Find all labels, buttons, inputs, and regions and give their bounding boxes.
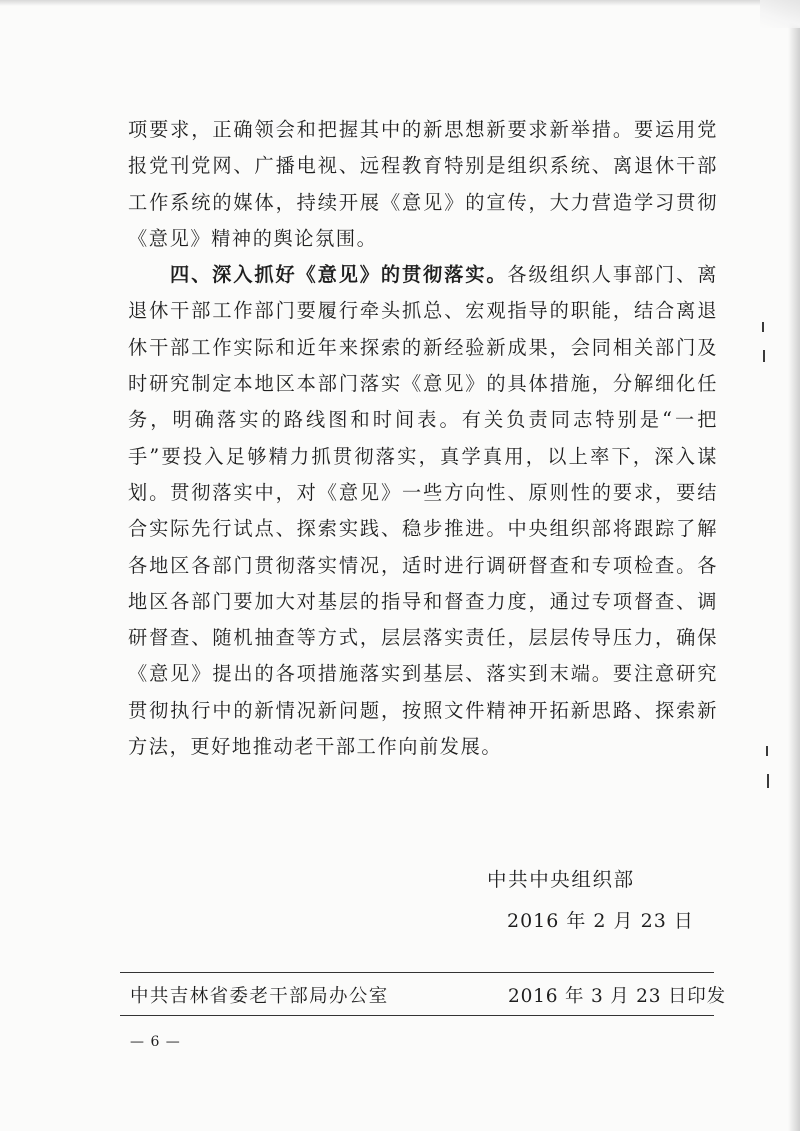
scan-edge-right xyxy=(788,0,800,1131)
scan-edge-top xyxy=(0,0,800,6)
section-heading: 四、深入抓好《意见》的贯彻落实。 xyxy=(170,263,508,287)
issuing-office: 中共吉林省委老干部局办公室 xyxy=(130,986,389,1007)
page-number: — 6 — xyxy=(130,1034,181,1050)
document-body xyxy=(128,112,718,765)
binding-mark xyxy=(767,774,769,788)
footer-rule-bottom xyxy=(120,1015,714,1016)
binding-mark xyxy=(762,322,764,332)
paragraph-section-four xyxy=(128,257,718,765)
corner-fold xyxy=(760,0,800,28)
issue-date: 2016 年 3 月 23 日印发 xyxy=(508,986,726,1007)
footer-rule-top xyxy=(120,972,714,973)
signature-organization: 中共中央组织部 xyxy=(487,868,635,891)
section-text: 各级组织人事部门、离退休干部工作部门要履行牵头抓总、宏观指导的职能，结合离退休干部工作实际和近年来探索的新经验新成果，会同相关部门及时研究制定本地区本部门落实《意见》的具体措施，分解细化任务，明确落实的路线图和时间表。有关负责同志特别是“一把手”要投入足够精力抓贯彻落实，真学真用，以上率下，深入谋划。贯彻落实中，对《意见》一些方向性、原则性的要求，要结合实际先行试点、探索实践、稳步推进。中央组织部将跟踪了解各地区各部门贯彻落实情况，适时进行调研督查和专项检查。各地区各部门要加大对基层的指导和督查力度，通过专项督查、调研督查、随机抽查等方式，层层落实责任，层层传导压力，确保《意见》提出的各项措施落实到基层、落实到末端。要注意研究贯彻执行中的新情况新问题，按照文件精神开拓新思路、探索新方法，更好地推动老干部工作向前发展。 xyxy=(128,263,719,759)
signature-date: 2016 年 2 月 23 日 xyxy=(507,910,694,932)
paragraph-continuation: 项要求，正确领会和把握其中的新思想新要求新举措。要运用党报党刊党网、广播电视、远程教育特别是组织系统、离退休干部工作系统的媒体，持续开展《意见》的宣传，大力营造学习贯彻《意见》精神的舆论氛围。 xyxy=(128,118,718,250)
binding-mark xyxy=(766,746,768,756)
binding-mark xyxy=(763,350,765,362)
